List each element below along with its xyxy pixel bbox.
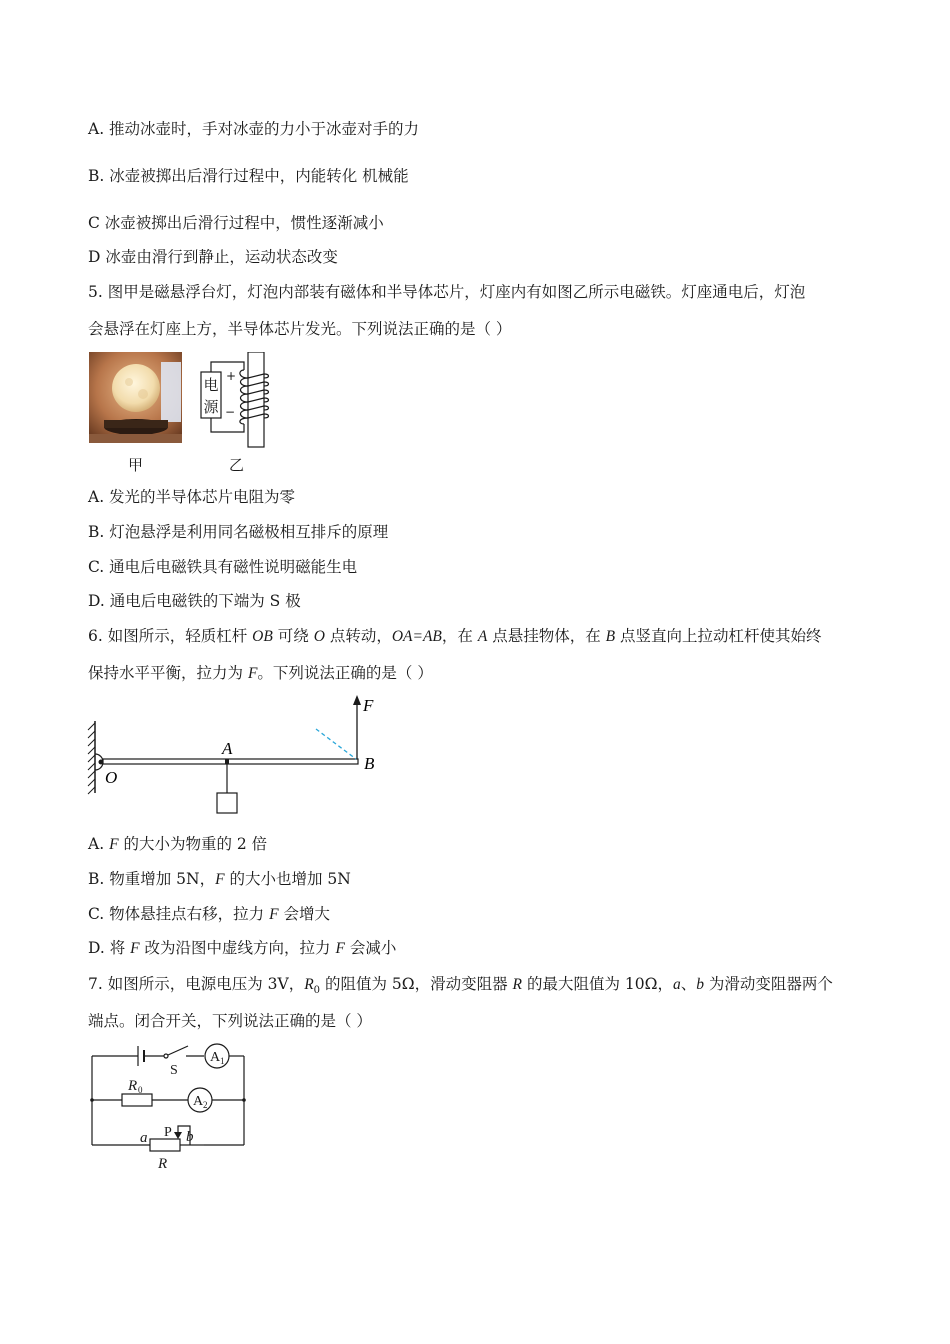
label-a2-sub: 2 (203, 1100, 208, 1110)
switch-blade (168, 1046, 188, 1055)
q6-option-a: A. F 的大小为物重的 2 倍 (88, 835, 268, 853)
figure-circuit (86, 1040, 256, 1175)
q7-stem-line2: 端点。闭合开关，下列说法正确的是（ ） (88, 1012, 372, 1030)
q4-option-c: C 冰壶被掷出后滑行过程中，惯性逐渐减小 (88, 214, 384, 232)
q4-option-a: A. 推动冰壶时，手对冰壶的力小于冰壶对手的力 (88, 120, 420, 138)
lever-diagram (86, 693, 386, 818)
dashed-direction-line (316, 729, 356, 759)
label-b: B (364, 754, 375, 773)
label-s: S (170, 1063, 178, 1078)
q5-stem-line2: 会悬浮在灯座上方，半导体芯片发光。下列说法正确的是（ ） (88, 320, 512, 338)
electromagnet-diagram (198, 352, 274, 448)
label-a1-sub: 1 (220, 1056, 225, 1066)
circuit-diagram (86, 1040, 256, 1175)
lever-bar (103, 759, 358, 764)
label-a2: A (193, 1094, 204, 1109)
figure-yi-electromagnet (198, 352, 274, 448)
force-arrowhead (353, 695, 361, 705)
caption-jia: 甲 (128, 456, 144, 474)
label-o: O (105, 768, 118, 787)
slider-arrow-icon (174, 1132, 182, 1139)
plus-sign: + (226, 369, 237, 383)
resistor-r0 (122, 1094, 152, 1106)
figure-jia-lamp-photo (89, 352, 182, 443)
rheostat-r (150, 1139, 180, 1151)
label-f: F (363, 696, 374, 715)
label-a1: A (210, 1050, 221, 1065)
hanging-weight (217, 793, 237, 813)
label-r: R (158, 1156, 168, 1172)
caption-yi: 乙 (229, 456, 245, 474)
q5-option-d: D. 通电后电磁铁的下端为 S 极 (88, 592, 301, 610)
label-b-end: b (186, 1129, 194, 1145)
point-a-marker (225, 759, 229, 764)
minus-sign: − (225, 405, 236, 419)
q5-option-c: C. 通电后电磁铁具有磁性说明磁能生电 (88, 558, 358, 576)
q6-option-c: C. 物体悬挂点右移，拉力 F 会增大 (88, 905, 330, 923)
source-label-dian: 电 (203, 376, 219, 394)
q6-option-b: B. 物重增加 5N，F 的大小也增加 5N (88, 870, 351, 888)
q5-option-b: B. 灯泡悬浮是利用同名磁极相互排斥的原理 (88, 523, 389, 541)
q4-option-b: B. 冰壶被掷出后滑行过程中，内能转化 机械能 (88, 167, 409, 185)
q6-option-d: D. 将 F 改为沿图中虚线方向，拉力 F 会减小 (88, 939, 397, 957)
label-a-end: a (140, 1130, 148, 1146)
q5-option-a: A. 发光的半导体芯片电阻为零 (88, 488, 296, 506)
label-r0-sub: 0 (138, 1085, 143, 1095)
q5-stem-line1: 5. 图甲是磁悬浮台灯，灯泡内部装有磁体和半导体芯片，灯座内有如图乙所示电磁铁。灯座通电后，灯泡 (88, 283, 806, 301)
label-r0: R (128, 1078, 138, 1094)
label-p: P (164, 1125, 172, 1140)
switch-pivot (164, 1054, 168, 1058)
q4-option-d: D 冰壶由滑行到静止，运动状态改变 (88, 248, 338, 266)
q6-stem-line1: 6. 如图所示，轻质杠杆 OB 可绕 O 点转动，OA=AB，在 A 点悬挂物体，在 B 点竖直向上拉动杠杆使其始终 (88, 627, 822, 645)
q6-stem-line2: 保持水平平衡，拉力为 F。下列说法正确的是（ ） (88, 664, 433, 682)
wall-hatch (88, 723, 95, 794)
label-a: A (222, 739, 233, 758)
q7-stem-line1: 7. 如图所示，电源电压为 3V，$R_0$ 的阻值为 5Ω，滑动变阻器 R 的最大阻值为 10Ω，a、b 为滑动变阻器两个 (88, 975, 833, 997)
lamp-photo-image (89, 352, 182, 443)
source-label-yuan: 源 (203, 398, 219, 416)
figure-lever (86, 693, 386, 818)
